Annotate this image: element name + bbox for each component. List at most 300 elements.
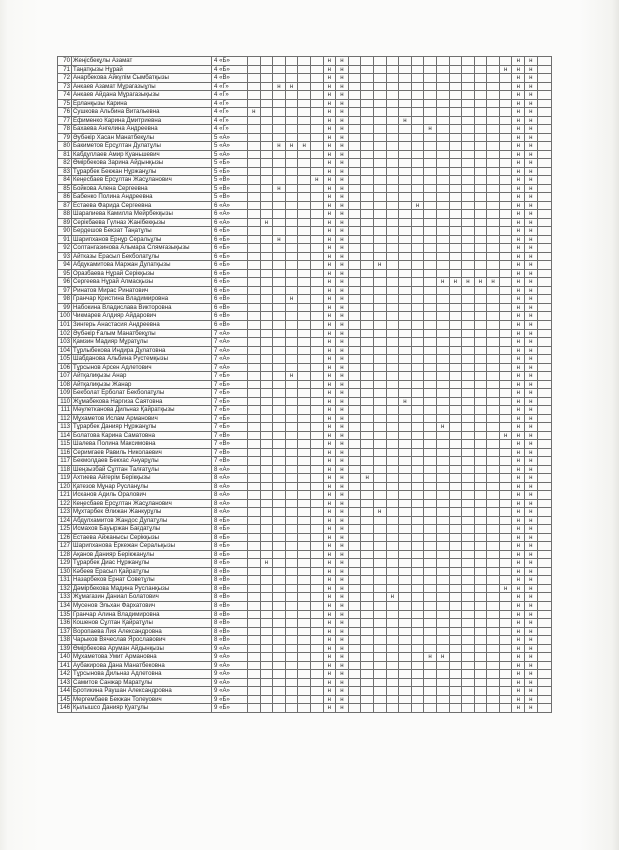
attendance-cell [298, 125, 311, 134]
attendance-cell [462, 397, 475, 406]
attendance-cell [499, 329, 512, 338]
absence-mark: н [512, 108, 525, 117]
absence-mark: н [525, 636, 538, 645]
attendance-cell [424, 593, 437, 602]
attendance-cell [537, 414, 551, 423]
attendance-cell [273, 406, 286, 415]
attendance-cell [537, 372, 551, 381]
attendance-cell [436, 312, 449, 321]
attendance-cell [361, 602, 374, 611]
attendance-cell [499, 619, 512, 628]
attendance-cell [348, 406, 361, 415]
attendance-cell [386, 661, 399, 670]
class-grade: 6 «В» [212, 295, 248, 304]
attendance-cell [361, 372, 374, 381]
attendance-cell [474, 286, 487, 295]
attendance-cell [462, 440, 475, 449]
absence-mark: н [336, 550, 349, 559]
table-row [58, 576, 552, 585]
absence-mark: н [399, 116, 412, 125]
attendance-cell [285, 363, 298, 372]
class-grade: 9 «А» [212, 661, 248, 670]
row-number: 70 [58, 57, 72, 66]
attendance-cell [386, 380, 399, 389]
absence-mark: н [512, 593, 525, 602]
row-number: 104 [58, 346, 72, 355]
attendance-cell [285, 661, 298, 670]
attendance-cell [298, 644, 311, 653]
attendance-cell [474, 542, 487, 551]
attendance-cell [348, 695, 361, 704]
attendance-cell [348, 125, 361, 134]
attendance-cell [499, 346, 512, 355]
attendance-cell [462, 542, 475, 551]
attendance-cell [348, 167, 361, 176]
attendance-cell [386, 567, 399, 576]
attendance-cell [399, 193, 412, 202]
attendance-cell [436, 610, 449, 619]
absence-mark: н [525, 704, 538, 713]
table-row [58, 201, 552, 210]
absence-mark: н [512, 516, 525, 525]
attendance-cell [260, 610, 273, 619]
table-row [58, 210, 552, 219]
absence-mark: н [336, 57, 349, 66]
attendance-cell [310, 636, 323, 645]
attendance-cell [386, 320, 399, 329]
attendance-cell [248, 261, 261, 270]
attendance-cell [298, 482, 311, 491]
attendance-cell [248, 235, 261, 244]
attendance-cell [260, 355, 273, 364]
absence-mark: н [336, 193, 349, 202]
student-name: Мұхаметов Ислам Арманович [72, 414, 212, 423]
attendance-cell [298, 176, 311, 185]
attendance-cell [487, 636, 500, 645]
student-name: Бабенко Полина Андреевна [72, 193, 212, 202]
absence-mark: н [336, 423, 349, 432]
row-number: 134 [58, 602, 72, 611]
attendance-cell [487, 338, 500, 347]
attendance-cell [273, 431, 286, 440]
attendance-cell [537, 91, 551, 100]
attendance-cell [285, 108, 298, 117]
attendance-cell [474, 312, 487, 321]
attendance-cell [399, 482, 412, 491]
absence-mark: н [525, 508, 538, 517]
attendance-cell [361, 116, 374, 125]
attendance-cell [348, 91, 361, 100]
attendance-cell [424, 150, 437, 159]
row-number: 87 [58, 201, 72, 210]
attendance-cell [449, 619, 462, 628]
absence-mark: н [525, 448, 538, 457]
attendance-cell [424, 320, 437, 329]
attendance-cell [436, 525, 449, 534]
absence-mark: н [323, 627, 336, 636]
attendance-cell [348, 108, 361, 117]
attendance-cell [449, 414, 462, 423]
attendance-cell [462, 584, 475, 593]
attendance-cell [373, 57, 386, 66]
attendance-cell [348, 636, 361, 645]
attendance-cell [373, 269, 386, 278]
attendance-cell [348, 423, 361, 432]
class-grade: 9 «Б» [212, 704, 248, 713]
attendance-cell [424, 670, 437, 679]
attendance-cell [348, 465, 361, 474]
attendance-cell [348, 303, 361, 312]
absence-mark: н [336, 465, 349, 474]
attendance-cell [436, 57, 449, 66]
attendance-cell [348, 363, 361, 372]
attendance-cell [285, 602, 298, 611]
attendance-cell [361, 193, 374, 202]
attendance-cell [260, 397, 273, 406]
absence-mark: н [323, 567, 336, 576]
class-grade: 6 «В» [212, 303, 248, 312]
class-grade: 5 «Б» [212, 167, 248, 176]
attendance-cell [499, 576, 512, 585]
class-grade: 8 «Б» [212, 550, 248, 559]
class-grade: 4 «Г» [212, 99, 248, 108]
attendance-cell [411, 491, 424, 500]
absence-mark: н [323, 303, 336, 312]
absence-mark: н [323, 508, 336, 517]
attendance-cell [436, 508, 449, 517]
absence-mark: н [323, 678, 336, 687]
class-grade: 7 «В» [212, 440, 248, 449]
attendance-cell [373, 678, 386, 687]
attendance-cell [436, 125, 449, 134]
attendance-cell [411, 704, 424, 713]
attendance-cell [411, 82, 424, 91]
absence-mark: н [298, 142, 311, 151]
attendance-cell [260, 142, 273, 151]
class-grade: 7 «А» [212, 363, 248, 372]
attendance-cell [298, 602, 311, 611]
attendance-cell [260, 278, 273, 287]
absence-mark: н [323, 380, 336, 389]
attendance-cell [248, 329, 261, 338]
attendance-cell [399, 142, 412, 151]
attendance-cell [462, 431, 475, 440]
attendance-cell [248, 355, 261, 364]
attendance-cell [285, 593, 298, 602]
absence-mark: н [336, 542, 349, 551]
attendance-cell [462, 423, 475, 432]
absence-mark: н [336, 210, 349, 219]
student-name: Тұрарбек Данияр Нұржанұлы [72, 423, 212, 432]
attendance-cell [474, 210, 487, 219]
attendance-cell [373, 431, 386, 440]
absence-mark: н [336, 687, 349, 696]
absence-mark: н [323, 312, 336, 321]
attendance-cell [537, 167, 551, 176]
attendance-cell [449, 320, 462, 329]
attendance-cell [399, 533, 412, 542]
attendance-cell [399, 82, 412, 91]
class-grade: 7 «В» [212, 457, 248, 466]
attendance-cell [462, 320, 475, 329]
absence-mark: н [273, 235, 286, 244]
attendance-cell [474, 653, 487, 662]
attendance-cell [424, 567, 437, 576]
attendance-cell [399, 687, 412, 696]
attendance-cell [310, 363, 323, 372]
attendance-cell [373, 252, 386, 261]
attendance-cell [436, 704, 449, 713]
attendance-cell [436, 499, 449, 508]
attendance-cell [348, 627, 361, 636]
table-row [58, 227, 552, 236]
attendance-cell [449, 99, 462, 108]
attendance-cell [474, 695, 487, 704]
attendance-cell [424, 210, 437, 219]
attendance-cell [361, 576, 374, 585]
attendance-cell [399, 550, 412, 559]
attendance-cell [248, 278, 261, 287]
attendance-cell [348, 346, 361, 355]
absence-mark: н [336, 474, 349, 483]
row-number: 88 [58, 210, 72, 219]
attendance-cell [436, 491, 449, 500]
absence-mark: н [323, 491, 336, 500]
attendance-cell [310, 508, 323, 517]
attendance-cell [310, 593, 323, 602]
class-grade: 9 «А» [212, 653, 248, 662]
absence-mark: н [512, 320, 525, 329]
attendance-cell [273, 678, 286, 687]
attendance-cell [373, 363, 386, 372]
attendance-cell [273, 533, 286, 542]
attendance-cell [373, 303, 386, 312]
attendance-cell [487, 567, 500, 576]
table-row [58, 414, 552, 423]
attendance-cell [474, 159, 487, 168]
attendance-cell [373, 116, 386, 125]
class-grade: 6 «Б» [212, 252, 248, 261]
attendance-cell [248, 363, 261, 372]
attendance-cell [310, 491, 323, 500]
attendance-cell [537, 406, 551, 415]
attendance-cell [424, 235, 437, 244]
absence-mark: н [525, 576, 538, 585]
absence-mark: н [336, 406, 349, 415]
attendance-cell [537, 593, 551, 602]
attendance-cell [537, 397, 551, 406]
attendance-cell [487, 99, 500, 108]
attendance-cell [449, 167, 462, 176]
attendance-cell [499, 482, 512, 491]
absence-mark: н [336, 303, 349, 312]
table-row [58, 465, 552, 474]
table-row [58, 295, 552, 304]
attendance-cell [449, 338, 462, 347]
attendance-cell [436, 619, 449, 628]
row-number: 129 [58, 559, 72, 568]
attendance-cell [361, 176, 374, 185]
attendance-cell [499, 227, 512, 236]
attendance-cell [310, 525, 323, 534]
attendance-cell [449, 431, 462, 440]
absence-mark: н [336, 533, 349, 542]
attendance-cell [310, 414, 323, 423]
attendance-cell [310, 704, 323, 713]
attendance-cell [260, 235, 273, 244]
absence-mark: н [512, 431, 525, 440]
class-grade: 9 «Б» [212, 695, 248, 704]
attendance-cell [399, 627, 412, 636]
attendance-cell [499, 320, 512, 329]
attendance-cell [386, 559, 399, 568]
attendance-cell [285, 414, 298, 423]
absence-mark: н [411, 201, 424, 210]
attendance-cell [537, 695, 551, 704]
table-row [58, 193, 552, 202]
attendance-cell [411, 142, 424, 151]
absence-mark: н [512, 695, 525, 704]
attendance-cell [386, 167, 399, 176]
student-name: Жеңісбекұлы Азамат [72, 57, 212, 66]
attendance-cell [424, 142, 437, 151]
attendance-cell [298, 704, 311, 713]
attendance-cell [499, 602, 512, 611]
student-name: Мергембаев Бекжан Толеуович [72, 695, 212, 704]
attendance-cell [386, 602, 399, 611]
attendance-cell [487, 508, 500, 517]
row-number: 114 [58, 431, 72, 440]
attendance-cell [462, 201, 475, 210]
attendance-cell [411, 559, 424, 568]
absence-mark: н [512, 261, 525, 270]
attendance-cell [487, 610, 500, 619]
attendance-cell [399, 491, 412, 500]
attendance-cell [411, 176, 424, 185]
attendance-cell [399, 312, 412, 321]
student-name: Зингерь Анастасия Андреевна [72, 320, 212, 329]
attendance-cell [273, 414, 286, 423]
attendance-cell [411, 584, 424, 593]
attendance-cell [499, 414, 512, 423]
attendance-cell [386, 440, 399, 449]
row-number: 117 [58, 457, 72, 466]
attendance-cell [373, 218, 386, 227]
attendance-cell [436, 627, 449, 636]
attendance-cell [386, 491, 399, 500]
attendance-cell [260, 184, 273, 193]
attendance-cell [260, 678, 273, 687]
absence-mark: н [336, 491, 349, 500]
absence-mark: н [512, 278, 525, 287]
attendance-cell [386, 372, 399, 381]
attendance-cell [436, 516, 449, 525]
student-name: Анкаев Айдана Мұрагазықызы [72, 91, 212, 100]
attendance-cell [298, 252, 311, 261]
attendance-cell [487, 159, 500, 168]
attendance-cell [373, 465, 386, 474]
attendance-cell [386, 576, 399, 585]
attendance-cell [537, 491, 551, 500]
attendance-cell [399, 508, 412, 517]
attendance-cell [436, 338, 449, 347]
absence-mark: н [525, 389, 538, 398]
attendance-cell [424, 406, 437, 415]
table-row [58, 261, 552, 270]
attendance-cell [487, 125, 500, 134]
attendance-cell [310, 346, 323, 355]
attendance-cell [462, 74, 475, 83]
attendance-cell [361, 406, 374, 415]
attendance-cell [399, 363, 412, 372]
attendance-cell [310, 159, 323, 168]
student-name: Тұрсынов Арсен Адлетович [72, 363, 212, 372]
class-grade: 7 «Б» [212, 397, 248, 406]
attendance-cell [487, 525, 500, 534]
class-grade: 7 «Б» [212, 389, 248, 398]
attendance-cell [285, 695, 298, 704]
attendance-cell [248, 695, 261, 704]
absence-mark: н [525, 312, 538, 321]
class-grade: 7 «Б» [212, 380, 248, 389]
attendance-cell [462, 491, 475, 500]
attendance-cell [411, 133, 424, 142]
absence-mark: н [525, 235, 538, 244]
attendance-cell [285, 159, 298, 168]
attendance-cell [348, 82, 361, 91]
attendance-cell [361, 482, 374, 491]
attendance-cell [386, 431, 399, 440]
attendance-cell [449, 644, 462, 653]
attendance-cell [386, 474, 399, 483]
attendance-cell [411, 218, 424, 227]
attendance-cell [361, 457, 374, 466]
attendance-cell [298, 457, 311, 466]
attendance-cell [399, 57, 412, 66]
table-row [58, 499, 552, 508]
attendance-cell [474, 338, 487, 347]
attendance-cell [361, 678, 374, 687]
class-grade: 5 «В» [212, 193, 248, 202]
attendance-cell [348, 338, 361, 347]
attendance-cell [285, 619, 298, 628]
absence-mark: н [323, 636, 336, 645]
attendance-cell [424, 91, 437, 100]
attendance-cell [273, 108, 286, 117]
attendance-cell [348, 184, 361, 193]
table-row [58, 687, 552, 696]
table-row [58, 423, 552, 432]
attendance-cell [273, 65, 286, 74]
class-grade: 6 «Б» [212, 261, 248, 270]
attendance-cell [298, 269, 311, 278]
attendance-cell [386, 465, 399, 474]
attendance-cell [462, 661, 475, 670]
attendance-cell [487, 380, 500, 389]
absence-mark: н [512, 193, 525, 202]
attendance-cell [285, 269, 298, 278]
attendance-cell [537, 133, 551, 142]
attendance-cell [462, 346, 475, 355]
attendance-cell [449, 125, 462, 134]
attendance-cell [399, 167, 412, 176]
attendance-cell [386, 619, 399, 628]
row-number: 90 [58, 227, 72, 236]
attendance-cell [411, 414, 424, 423]
attendance-cell [373, 133, 386, 142]
attendance-cell [386, 448, 399, 457]
attendance-cell [487, 201, 500, 210]
